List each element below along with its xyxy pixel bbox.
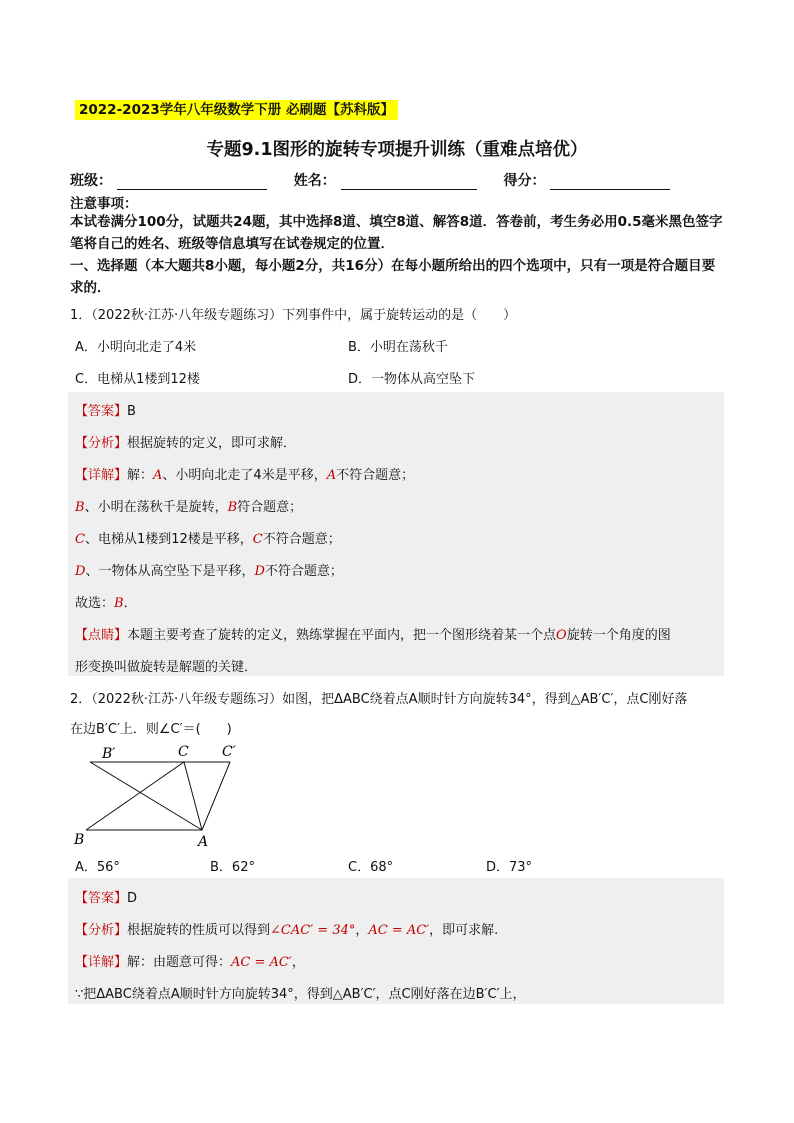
score-blank[interactable] [550,174,670,190]
figure-lines [86,762,230,830]
q1-detail-line-1: 【详解】解：A、小明向北走了4米是平移，A不符合题意； [75,468,415,483]
q1-option-c: C．电梯从1楼到12楼 [75,372,200,387]
segment-c-a [184,762,202,830]
q1-option-a: A．小明向北走了4米 [75,340,197,355]
q1-stem: 1．（2022秋·江苏·八年级专题练习）下列事件中，属于旋转运动的是（ ） [70,308,517,323]
q2-option-d: D．73° [486,860,533,875]
label-b: B [74,832,85,848]
name-blank[interactable] [341,174,477,190]
score-label: 得分： [503,173,546,189]
label-c: C [178,744,189,760]
q2-option-a: A．56° [75,860,120,875]
q1-comment-line-2: 形变换叫做旋转是解题的关键． [75,660,258,675]
q1-detail-line-3: C、电梯从1楼到12楼是平移，C不符合题意； [75,532,341,547]
label-b-prime: B′ [102,746,116,762]
q1-option-b: B．小明在荡秋千 [348,340,448,355]
notice-heading: 注意事项： [70,196,138,212]
q2-answer: 【答案】D [75,891,138,906]
label-a: A [198,834,209,850]
q2-detail-line-2: ∵把ΔABC绕着点A顺时针方向旋转34°，得到△AB′C′，点C刚好落在边B′C′上， [75,987,526,1002]
class-blank[interactable] [117,174,267,190]
q2-option-b: B．62° [210,860,255,875]
q2-stem-line-1: 2．（2022秋·江苏·八年级专题练习）如图，把ΔABC绕着点A顺时针方向旋转34°，得到△AB′C′，点C刚好落 [70,692,688,707]
notice-body: 本试卷满分100分，试题共24题，其中选择8道、填空8道、解答8道．答卷前，考生务必用0.5毫米黑色签字笔将自己的姓名、班级等信息填写在试卷规定的位置． [70,214,723,252]
label-c-prime: C′ [222,744,236,760]
segment-b-prime-a [90,762,202,830]
name-label: 姓名： [293,173,336,189]
q2-option-c: C．68° [348,860,394,875]
segment-c-prime-a [202,762,230,830]
class-label: 班级： [70,173,112,189]
info-fields [70,170,670,190]
q1-comment-line-1: 【点睛】本题主要考查了旋转的定义，熟练掌握在平面内，把一个图形绕着某一个点O旋转一个角度的图 [75,628,671,643]
q2-detail-line-1: 【详解】解：由题意可得：AC = AC′， [75,955,305,970]
q1-choice: 故选：B． [75,596,137,611]
section-heading: 一、选择题（本大题共8小题，每小题2分，共16分）在每小题所给出的四个选项中，只有一项是符合题目要求的． [70,258,716,296]
q1-analysis: 【分析】根据旋转的定义，即可求解． [75,436,297,451]
q1-detail-line-4: D、一物体从高空坠下是平移，D不符合题意； [75,564,343,579]
header-tag: 2022-2023学年八年级数学下册 必刷题【苏科版】 [75,100,398,120]
q2-stem-line-2: 在边B′C′上．则∠C′＝( ) [70,722,232,737]
page-title: 专题9.1图形的旋转专项提升训练（重难点培优） [206,140,588,160]
q1-option-d: D．一物体从高空坠下 [348,372,476,387]
q1-answer: 【答案】B [75,404,136,419]
q2-analysis: 【分析】根据旋转的性质可以得到∠CAC′ = 34°，AC = AC′，即可求解. [75,923,499,938]
q1-detail-line-2: B、小明在荡秋千是旋转，B符合题意； [75,500,303,515]
segment-c-b [86,762,184,830]
rotation-figure [66,738,256,850]
